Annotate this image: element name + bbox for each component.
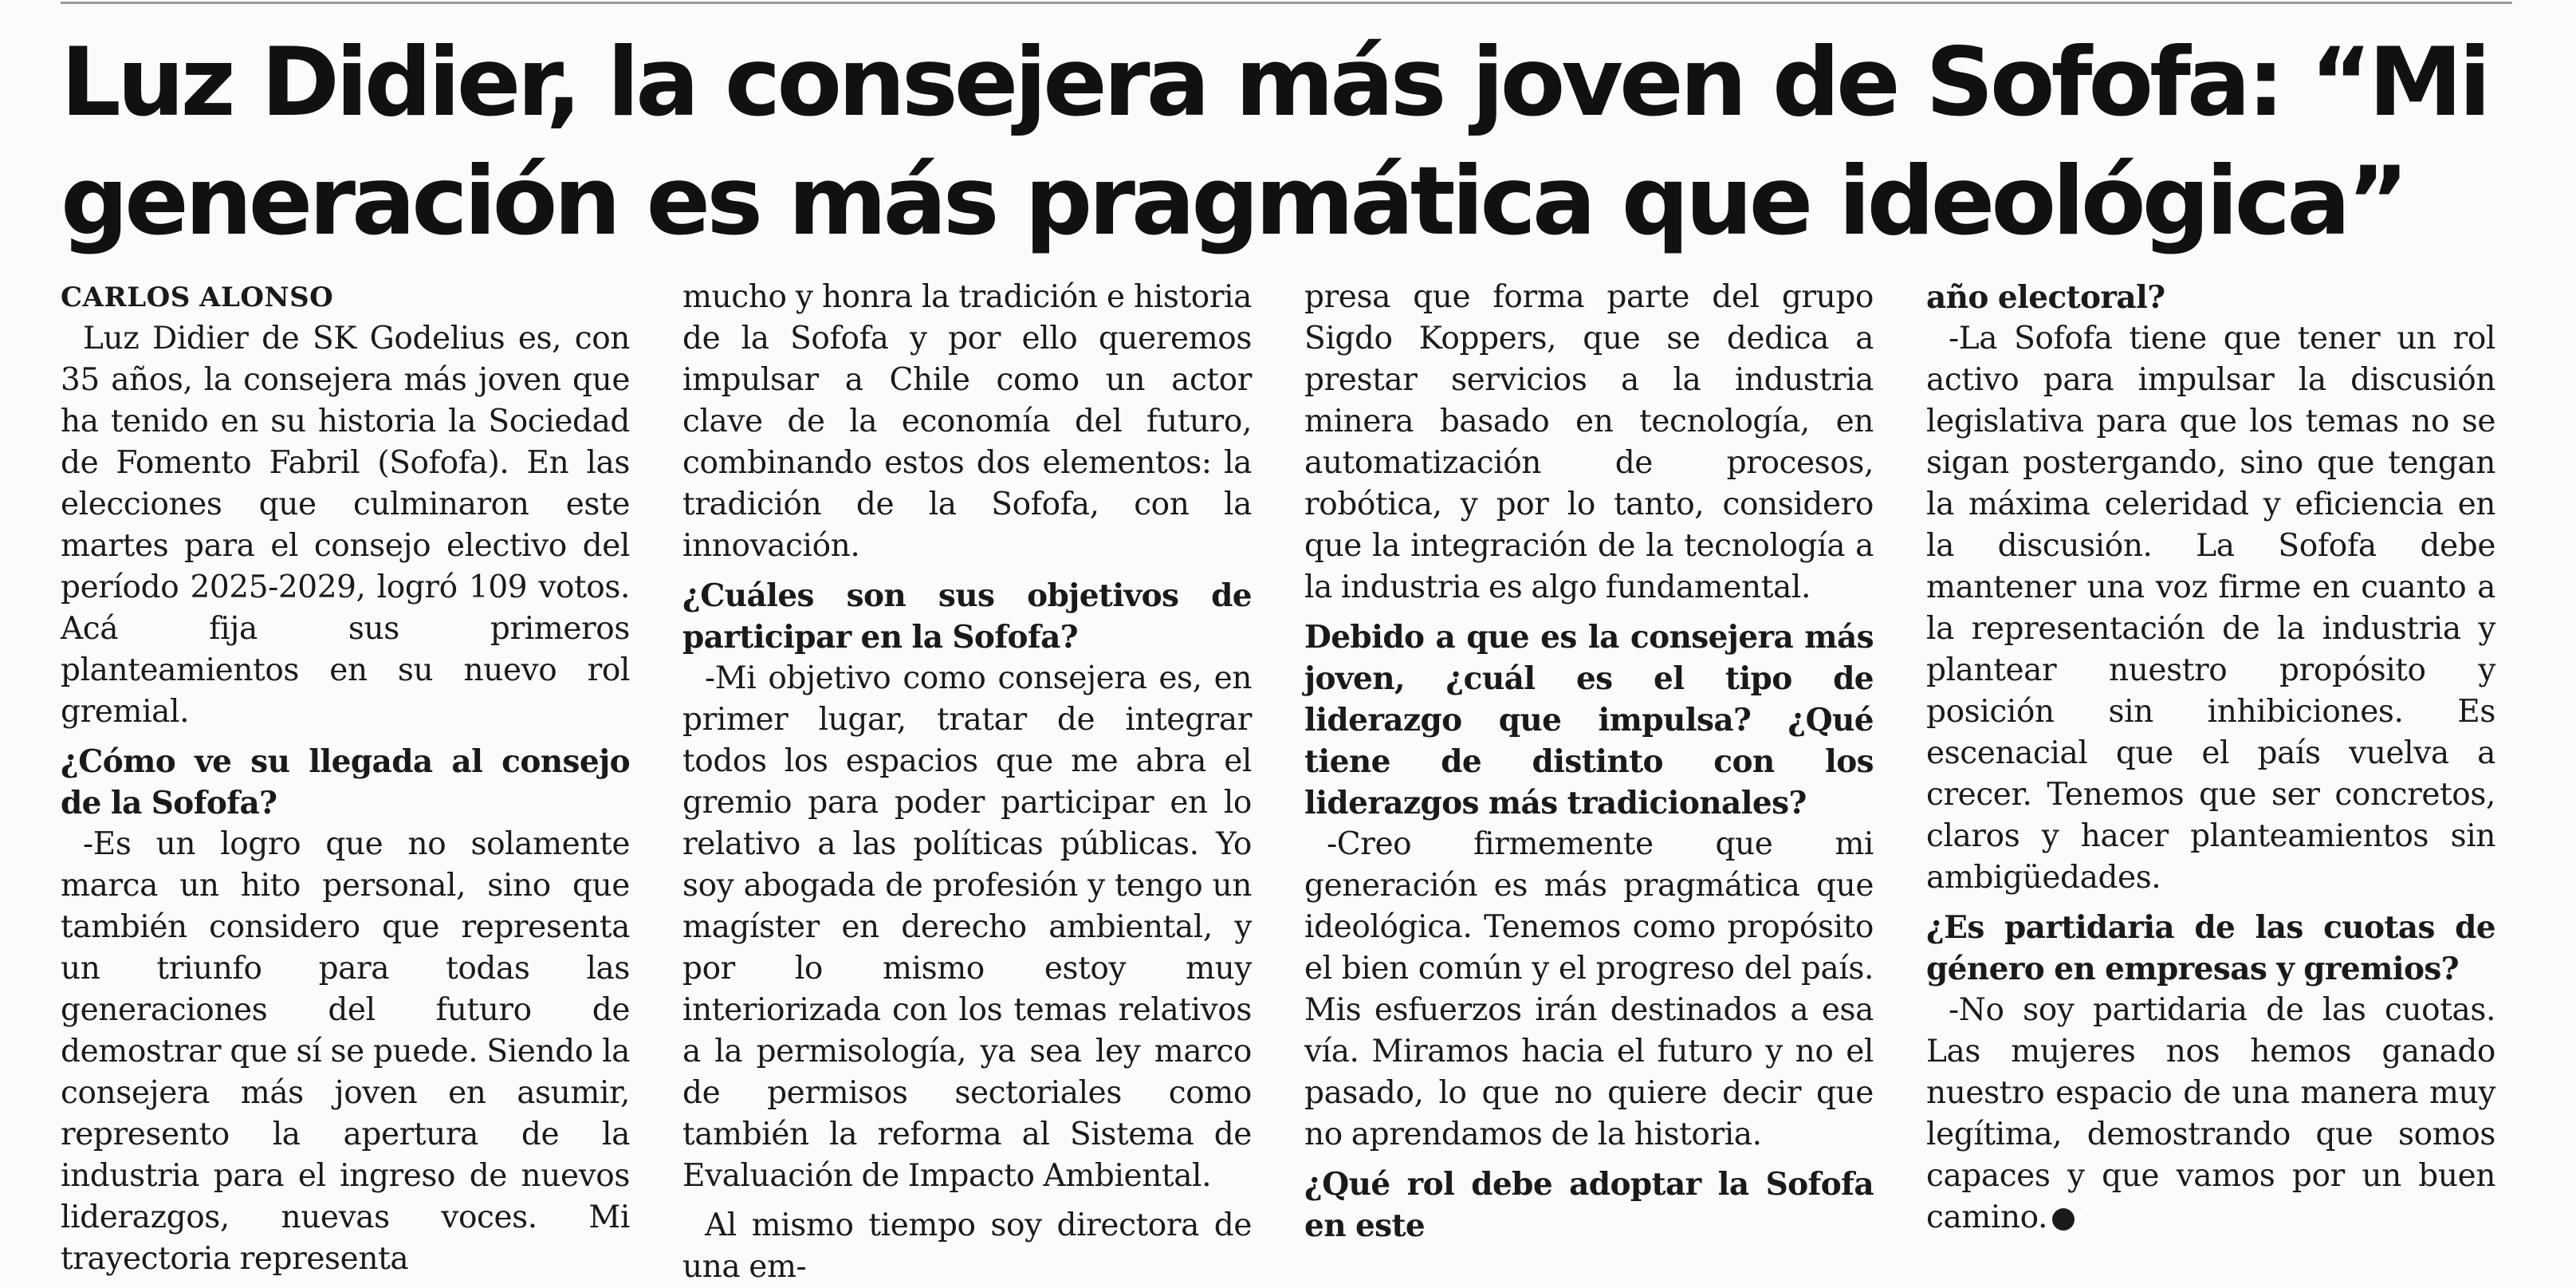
byline: CARLOS ALONSO [61, 282, 334, 313]
article-body [61, 277, 2516, 1285]
intro-paragraph: Luz Didier de SK Godelius es, con 35 años, la consejera más joven que ha tenido en su historia la Sociedad de Fomento Fabril (Sofofa). En las elecciones que culminaron este martes para el consejo electivo del período 2025-2029, logró 109 votos. Acá fija sus primeros planteamientos en su nuevo rol gremial. [61, 321, 630, 730]
question-4: ¿Qué rol debe adoptar la Sofofa en este [1304, 1166, 1874, 1244]
column-3 [1304, 277, 1874, 1247]
answer-5-text: -No soy partidaria de las cuotas. Las mujeres nos hemos ganado nuestro espacio de una manera muy legítima, demostrando que somos capaces y que vamos por un buen camino. [1926, 992, 2495, 1235]
top-rule [61, 2, 2512, 4]
question-1: ¿Cómo ve su llegada al consejo de la Sofofa? [61, 743, 630, 821]
answer-5 [1926, 990, 2495, 1239]
column-4 [1926, 277, 2495, 1239]
answer-2: -Mi objetivo como consejera es, en primer lugar, tratar de integrar todos los espacios que me abra el gremio para poder participar en lo relativo a las políticas públicas. Yo soy abogada de profesión y tengo un magíster en derecho ambiental, y por lo mismo estoy muy interiorizada con los temas relativos a la permisología, ya sea ley marco de permisos sectoriales como también la reforma al Sistema de Evaluación de Impacto Ambiental. [682, 660, 1252, 1194]
answer-1-cont: mucho y honra la tradición e historia de la Sofofa y por ello queremos impulsar a Chile como un actor clave de la economía del futuro, combinando estos dos elementos: la tradición de la Sofofa, con la innovación. [682, 279, 1252, 564]
question-3: Debido a que es la consejera más joven, ¿cuál es el tipo de liderazgo que impulsa? ¿Qué tiene de distinto con los liderazgos más tradicionales? [1304, 619, 1874, 821]
column-1 [61, 277, 630, 1280]
answer-2-cont: presa que forma parte del grupo Sigdo Koppers, que se dedica a prestar servicios a la industria minera basado en tecnología, en automatización de procesos, robótica, y por lo tanto, considero que la integración de la tecnología a la industria es algo fundamental. [1304, 279, 1874, 605]
end-mark-icon: P [2052, 1208, 2075, 1231]
question-4-cont: año electoral? [1926, 279, 2165, 316]
headline: Luz Didier, la consejera más joven de Sofofa: “Mi generación es más pragmática que ideológica” [61, 28, 2488, 257]
column-2 [682, 277, 1252, 1288]
answer-2-b: Al mismo tiempo soy directora de una em- [682, 1207, 1252, 1285]
question-2: ¿Cuáles son sus objetivos de participar en la Sofofa? [682, 577, 1252, 656]
answer-1: -Es un logro que no solamente marca un hito personal, sino que también considero que representa un triunfo para todas las generaciones del futuro de demostrar que sí se puede. Siendo la consejera más joven en asumir, represento la apertura de la industria para el ingreso de nuevos liderazgos, nuevas voces. Mi trayectoria representa [61, 826, 630, 1277]
question-5: ¿Es partidaria de las cuotas de género en empresas y gremios? [1926, 909, 2495, 987]
answer-4: -La Sofofa tiene que tener un rol activo para impulsar la discusión legislativa para que los temas no se sigan postergando, sino que tengan la máxima celeridad y eficiencia en la discusión. La Sofofa debe mantener una voz firme en cuanto a la representación de la industria y plantear nuestro propósito y posición sin inhibiciones. Es escenacial que el país vuelva a crecer. Tenemos que ser concretos, claros y hacer planteamientos sin ambigüedades. [1926, 321, 2495, 896]
answer-3: -Creo firmemente que mi generación es más pragmática que ideológica. Tenemos como propósito el bien común y el progreso del país. Mis esfuerzos irán destinados a esa vía. Miramos hacia el futuro y no el pasado, lo que no quiere decir que no aprendamos de la historia. [1304, 826, 1874, 1152]
